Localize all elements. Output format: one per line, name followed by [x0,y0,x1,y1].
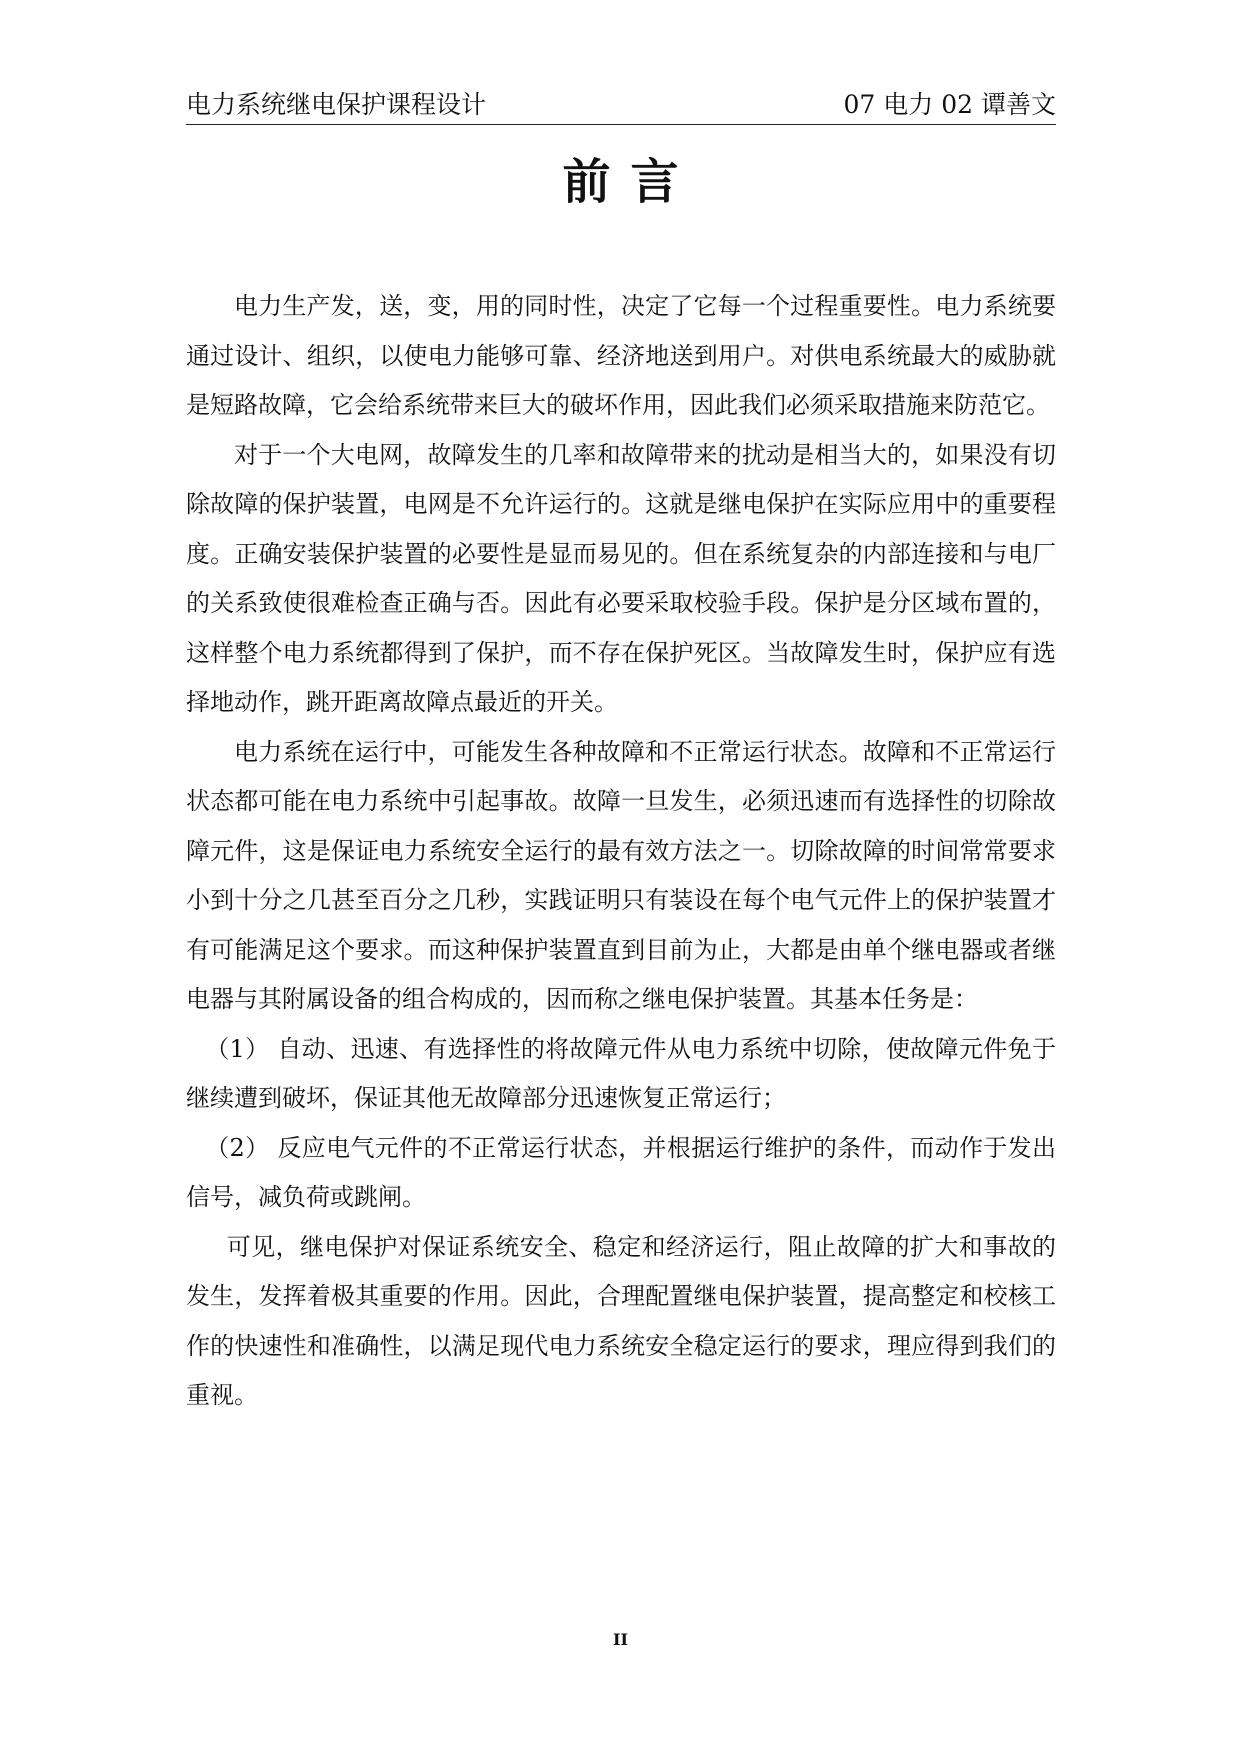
page-header [186,86,1056,125]
paragraph-1: 电力生产发，送，变，用的同时性，决定了它每一个过程重要性。电力系统要通过设计、组织，以使电力能够可靠、经济地送到用户。对供电系统最大的威胁就是短路故障，它会给系统带来巨大的破坏作用，因此我们必须采取措施来防范它。 [186,292,1056,419]
paragraph-2: 对于一个大电网，故障发生的几率和故障带来的扰动是相当大的，如果没有切除故障的保护装置，电网是不允许运行的。这就是继电保护在实际应用中的重要程度。正确安装保护装置的必要性是显而易见的。但在系统复杂的内部连接和与电厂的关系致使很难检查正确与否。因此有必要采取校验手段。保护是分区域布置的，这样整个电力系统都得到了保护，而不存在保护死区。当故障发生时，保护应有选择地动作，跳开距离故障点最近的开关。 [186,440,1056,716]
paragraph-4: 可见，继电保护对保证系统安全、稳定和经济运行，阻止故障的扩大和事故的发生，发挥着极其重要的作用。因此，合理配置继电保护装置，提高整定和校核工作的快速性和准确性，以满足现代电力系统安全稳定运行的要求，理应得到我们的重视。 [186,1232,1056,1409]
header-author: 07 电力 02 谭善文 [843,90,1056,119]
paragraph-3: 电力系统在运行中，可能发生各种故障和不正常运行状态。故障和不正常运行状态都可能在电力系统中引起事故。故障一旦发生，必须迅速而有选择性的切除故障元件，这是保证电力系统安全运行的最有效方法之一。切除故障的时间常常要求小到十分之几甚至百分之几秒，实践证明只有装设在每个电气元件上的保护装置才有可能满足这个要求。而这种保护装置直到目前为止，大都是由单个继电器或者继电器与其附属设备的组合构成的，因而称之继电保护装置。其基本任务是： [186,737,1056,1013]
header-course-title: 电力系统继电保护课程设计 [186,90,487,119]
document-body [186,282,1056,1421]
list-item-2: （2） 反应电气元件的不正常运行状态，并根据运行维护的条件，而动作于发出信号，减负荷或跳闸。 [186,1133,1056,1211]
list-item-1: （1） 自动、迅速、有选择性的将故障元件从电力系统中切除，使故障元件免于继续遭到破坏，保证其他无故障部分迅速恢复正常运行； [186,1034,1056,1112]
page-title: 前言 [562,154,699,210]
page-number: II [613,1630,628,1649]
